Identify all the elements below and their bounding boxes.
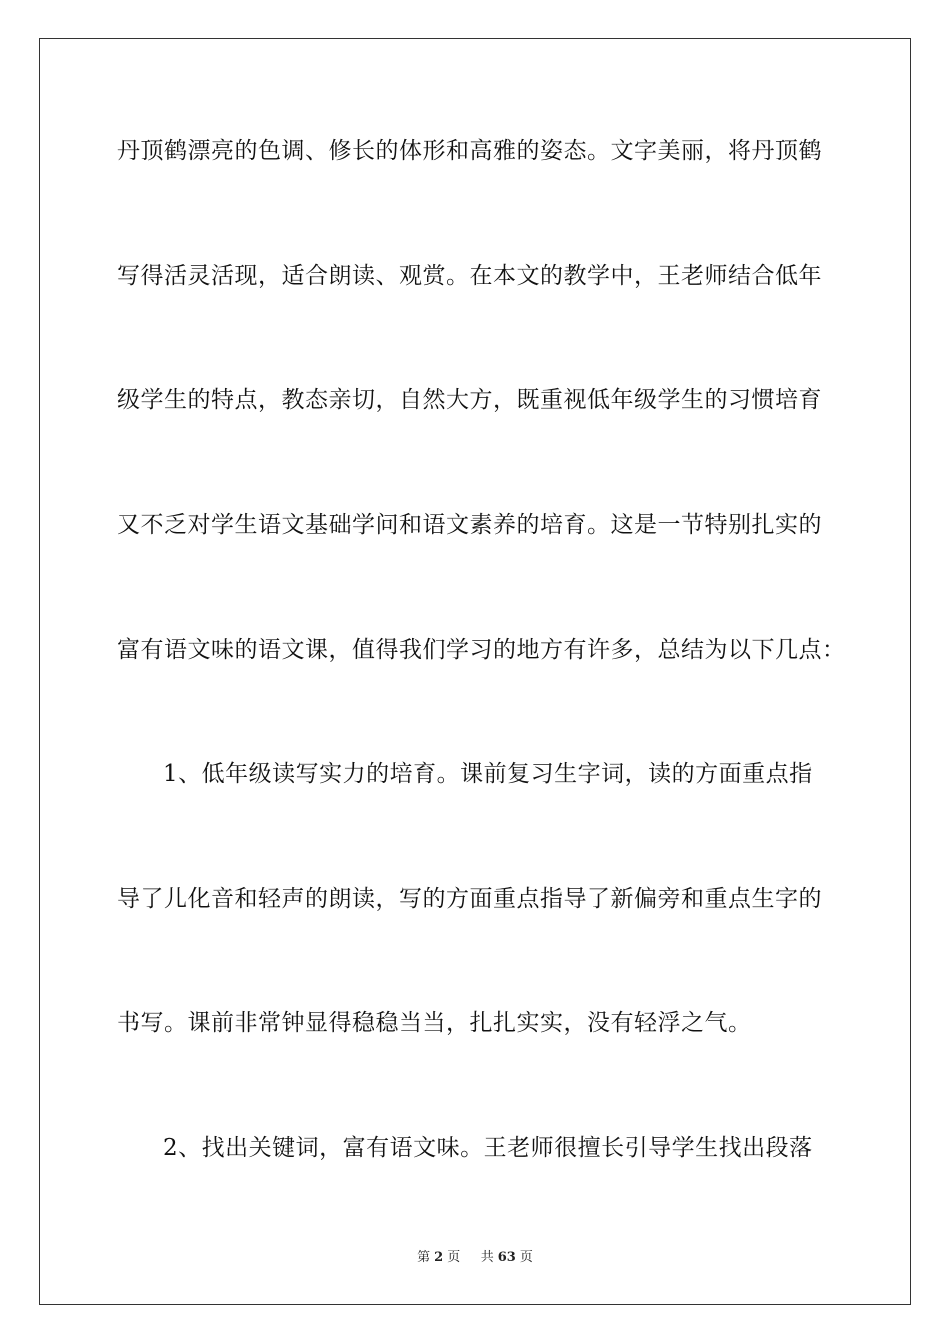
page-footer [0,1246,950,1265]
page-number: 2 [434,1250,444,1265]
body-text-line: 富有语文味的语文课，值得我们学习的地方有许多，总结为以下几点： [117,637,846,663]
page-prefix: 第 [417,1250,431,1265]
body-text-line: 写得活灵活现，适合朗读、观赏。在本文的教学中，王老师结合低年 [117,263,822,289]
total-prefix: 共 [480,1250,494,1265]
body-text-line: 1、低年级读写实力的培育。课前复习生字词，读的方面重点指 [163,761,813,787]
body-text-line: 2、找出关键词，富有语文味。王老师很擅长引导学生找出段落 [163,1135,813,1161]
body-text-line: 级学生的特点，教态亲切，自然大方，既重视低年级学生的习惯培育 [117,387,822,413]
body-text-line: 又不乏对学生语文基础学问和语文素养的培育。这是一节特别扎实的 [117,512,822,538]
total-suffix: 页 [519,1250,533,1265]
total-pages: 63 [497,1250,516,1265]
page-suffix: 页 [447,1250,461,1265]
body-text-line: 导了儿化音和轻声的朗读，写的方面重点指导了新偏旁和重点生字的 [117,886,822,912]
body-text-line: 丹顶鹤漂亮的色调、修长的体形和高雅的姿态。文字美丽，将丹顶鹤 [117,138,822,164]
body-text-line: 书写。课前非常钟显得稳稳当当，扎扎实实，没有轻浮之气。 [117,1010,752,1036]
page-frame [39,38,911,1305]
